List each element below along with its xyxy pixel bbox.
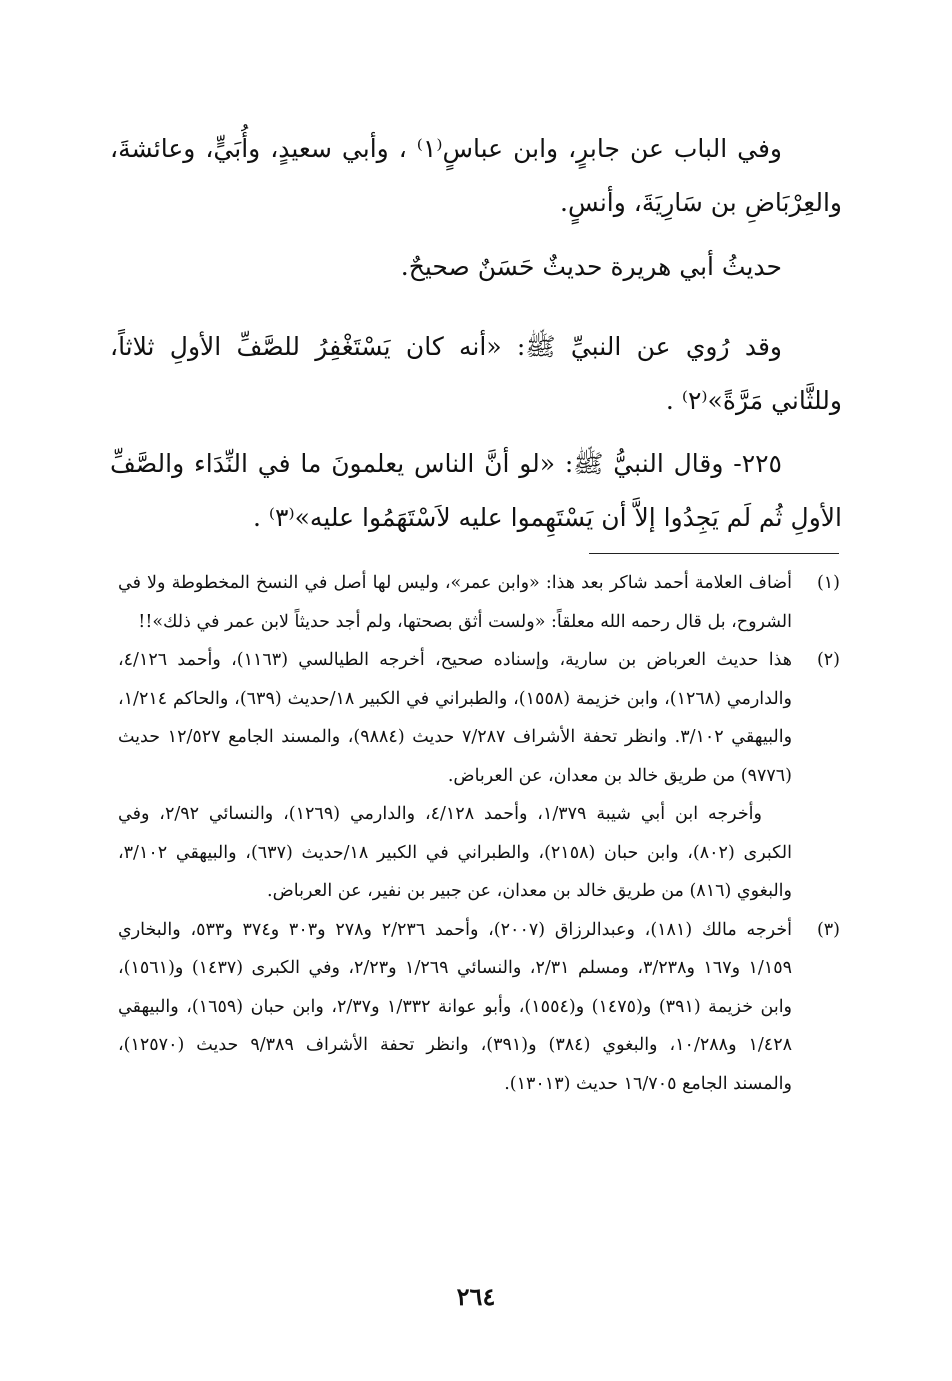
footnote-separator xyxy=(589,553,839,554)
footnote-text: أضاف العلامة أحمد شاكر بعد هذا: «وابن عمر»، وليس لها أصل في النسخ المخطوطة ولا في الشروح، بل قال رحمه الله معلقاً: «ولست أثق بصحتها، ولم أجد حديثاً لابن عمر في ذلك»!! xyxy=(118,573,792,632)
body-paragraph-2 xyxy=(110,240,842,294)
body-paragraph-1 xyxy=(110,122,842,230)
paragraph-text: وقد رُوي عن النبيِّ ﷺ: «أنه كان يَسْتَغْفِرُ للصَّفِّ الأولِ ثلاثاً، وللثَّاني مَرَّةً»⁽٢⁾ . xyxy=(110,332,842,415)
body-paragraph-3 xyxy=(110,320,842,428)
page-number: ٢٦٤ xyxy=(456,1282,496,1311)
paragraph-text: ٢٢٥- وقال النبيُّ ﷺ: «لو أنَّ الناس يعلمونَ ما في النِّدَاء والصَّفِّ الأولِ ثُم لَم يَجِدُوا إلاَّ أن يَسْتَهِموا عليه لاَسْتَهَمُوا عليه»⁽٣⁾ . xyxy=(110,449,842,532)
footnote-number: (٢) xyxy=(816,650,840,670)
footnote-2-continuation: وأخرجه ابن أبي شيبة ١/٣٧٩، وأحمد ٤/١٢٨، والدارمي (١٢٦٩)، والنسائي ٢/٩٢، وفي الكبرى (٨٠٢)، وابن حبان (٢١٥٨)، والطبراني في الكبير ١٨/حديث (٦٣٧)، والبيهقي ٣/١٠٢، والبغوي (٨١٦) من طريق خالد بن معدان، عن جبير بن نفير، عن العرباض. xyxy=(118,804,792,901)
hadith-225-paragraph xyxy=(110,437,842,545)
paragraph-text: وفي الباب عن جابرٍ، وابن عباسٍ⁽١⁾ ، وأبي سعيدٍ، وأُبَيٍّ، وعائشةَ، والعِرْبَاضِ بن سَارِيَةَ، وأنسٍ. xyxy=(110,134,842,217)
footnote-text: أخرجه مالك (١٨١)، وعبدالرزاق (٢٠٠٧)، وأحمد ٢/٢٣٦ و٢٧٨ و٣٠٣ و٣٧٤ و٥٣٣، والبخاري ١/١٥٩ و١٦٧ و٣/٢٣٨، ومسلم ٢/٣١، والنسائي ١/٢٦٩ و٢/٢٣، وفي الكبرى (١٤٣٧) و(١٥٦١)، وابن خزيمة (٣٩١) و(١٤٧٥) و(١٥٥٤)، وأبو عوانة ١/٣٣٢ و٢/٣٧، وابن حبان (١٦٥٩)، والبيهقي ١/٤٢٨ و١٠/٢٨٨، والبغوي (٣٨٤) و(٣٩١)، وانظر تحفة الأشراف ٩/٣٨٩ حديث (١٢٥٧٠)، والمسند الجامع ١٦/٧٠٥ حديث (١٣٠١٣). xyxy=(118,919,793,1094)
footnote-text: هذا حديث العرباض بن سارية، وإسناده صحيح، أخرجه الطيالسي (١١٦٣)، وأحمد ٤/١٢٦، والدارمي (١٢٦٨)، وابن خزيمة (١٥٥٨)، والطبراني في الكبير ١٨/حديث (٦٣٩)، والحاكم ١/٢١٤، والبيهقي ٣/١٠٢. وانظر تحفة الأشراف ٧/٢٨٧ حديث (٩٨٨٤)، والمسند الجامع ١٢/٥٢٧ حديث (٩٧٧٦) من طريق خالد بن معدان، عن العرباض. xyxy=(118,650,793,786)
footnote-2 xyxy=(118,641,840,795)
footnote-3 xyxy=(118,911,840,1104)
footnotes-section xyxy=(118,564,840,1103)
footnote-number: (٣) xyxy=(816,919,840,940)
footnote-1 xyxy=(118,564,840,641)
paragraph-text: حديثُ أبي هريرة حديثٌ حَسَنٌ صحيحٌ. xyxy=(400,252,782,281)
footnote-number: (١) xyxy=(816,573,840,593)
